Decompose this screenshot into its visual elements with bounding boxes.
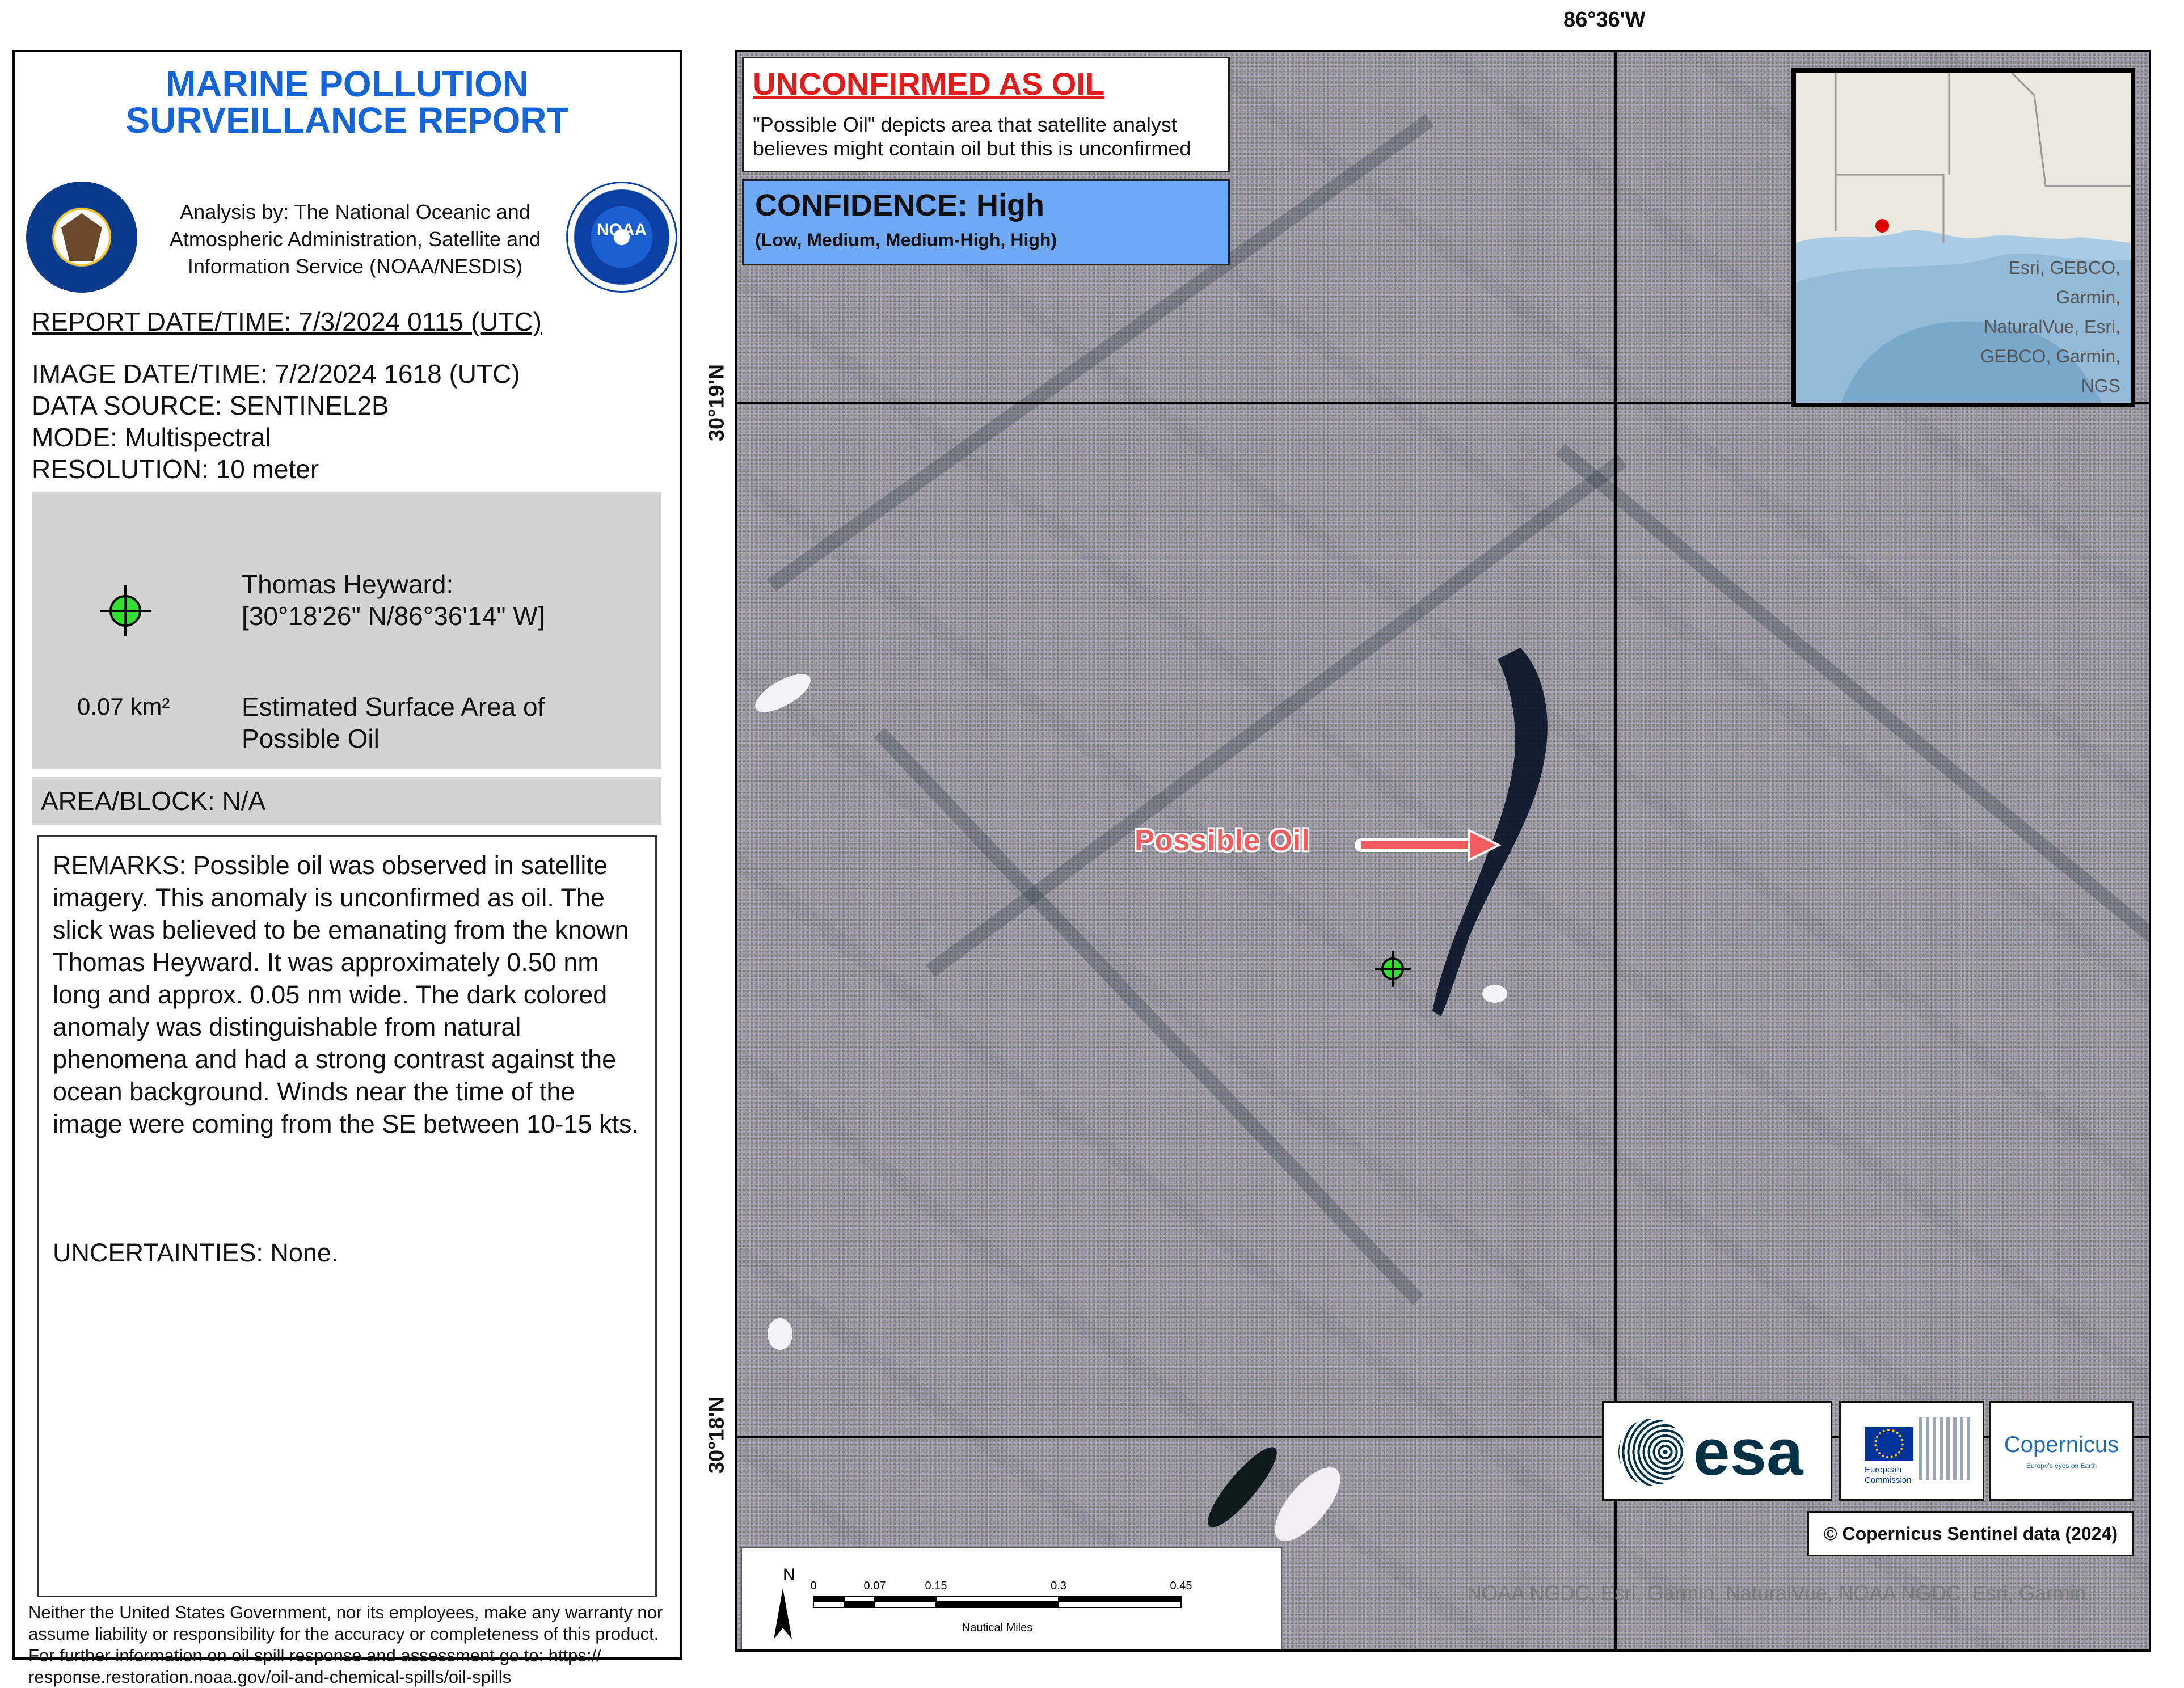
ec-wordmark-line2: Commission [1865, 1475, 1912, 1485]
possible-oil-label: Possible Oil [1135, 824, 1310, 857]
resolution: RESOLUTION: 10 meter [32, 454, 319, 484]
mode: MODE: Multispectral [32, 423, 271, 452]
unconfirmed-notice [742, 57, 1230, 172]
bright-spot [768, 1318, 792, 1350]
unconfirmed-title: UNCONFIRMED AS OIL [753, 66, 1105, 102]
inset-attribution: Esri, GEBCO, Garmin, NaturalVue, Esri, GEBCO, Garmin, NGS [1980, 258, 2120, 396]
ec-building-icon [1919, 1417, 1970, 1480]
vessel-name: Thomas Heyward: [242, 569, 454, 599]
european-commission-logo [1839, 1401, 1984, 1501]
inset-location-marker [1875, 219, 1889, 233]
bright-spot [1482, 985, 1507, 1003]
info-link-line2[interactable]: response.restoration.noaa.gov/oil-and-chemical-spills/oil-spills [28, 1667, 512, 1687]
scale-tick-label: 0.45 [1170, 1580, 1192, 1592]
latitude-label-top: 30°19'N [705, 364, 729, 442]
analysis-credit: Analysis by: The National Oceanic and Atmospheric Administration, Satellite and Information Service (NOAA/NESDIS) [169, 200, 541, 278]
latitude-label-bottom: 30°18'N [705, 1396, 729, 1474]
vessel-coordinates: [30°18'26" N/86°36'14" W] [242, 601, 545, 631]
scalebar-graphic [742, 1548, 1281, 1652]
report-datetime: REPORT DATE/TIME: 7/3/2024 0115 (UTC) [32, 307, 542, 336]
ec-wordmark-line1: European [1865, 1465, 1902, 1475]
legend-box [32, 492, 661, 769]
confidence-level: CONFIDENCE: High [755, 188, 1044, 222]
remarks-box [37, 835, 657, 1597]
ec-wordmark [1865, 1465, 1912, 1486]
crosshair-target-icon [100, 585, 151, 636]
unconfirmed-description: "Possible Oil" depicts area that satellite analyst believes might contain oil but this is unconfirmed [753, 113, 1191, 160]
area-block: AREA/BLOCK: N/A [32, 777, 661, 825]
eu-flag-icon [1865, 1427, 1913, 1461]
report-title-line2: SURVEILLANCE REPORT [125, 100, 569, 141]
department-of-commerce-seal-icon [26, 182, 137, 293]
noaa-logo-icon: NOAA [566, 182, 677, 293]
scale-tick-label: 0 [810, 1580, 817, 1592]
scalebar-box [741, 1547, 1282, 1652]
esa-logo [1602, 1401, 1832, 1501]
north-label: N [783, 1565, 795, 1584]
scale-tick-label: 0.15 [925, 1580, 947, 1592]
confidence-scale: (Low, Medium, Medium-High, High) [755, 230, 1057, 250]
scale-bar [813, 1596, 1181, 1607]
north-arrow-icon [774, 1588, 792, 1639]
confidence-box [742, 179, 1230, 265]
data-source: DATA SOURCE: SENTINEL2B [32, 391, 389, 420]
area-label: Estimated Surface Area of Possible Oil [242, 692, 545, 753]
image-datetime: IMAGE DATE/TIME: 7/2/2024 1618 (UTC) [32, 359, 520, 389]
scale-unit: Nautical Miles [962, 1622, 1033, 1634]
possible-oil-arrow [1361, 830, 1499, 860]
satellite-map[interactable] [735, 50, 2151, 1652]
area-value: 0.07 km² [77, 693, 170, 720]
report-panel [12, 50, 682, 1687]
uncertainties-text: UNCERTAINTIES: None. [53, 1238, 339, 1267]
vessel-shadow [1199, 1440, 1285, 1535]
bright-spot [749, 666, 816, 719]
vessel-target-marker[interactable] [1375, 951, 1411, 987]
copernicus-wordmark: Copernicus [2004, 1432, 2119, 1457]
locator-inset-map[interactable] [1791, 68, 2135, 407]
esa-wordmark: esa [1693, 1415, 1803, 1489]
report-title-line1: MARINE POLLUTION [166, 64, 529, 104]
map-attribution: NOAA NGDC, Esri, Garmin, NaturalVue, NOAA NGDC, Esri, Garmin [1467, 1581, 2086, 1605]
copernicus-tagline: Europe's eyes on Earth [2026, 1462, 2097, 1470]
esa-emblem-icon [1618, 1419, 1685, 1486]
info-link-line1: For further information on oil spill response and assessment go to: https:// [28, 1645, 601, 1665]
oil-slick [1432, 648, 1548, 1016]
remarks-text: REMARKS: Possible oil was observed in satellite imagery. This anomaly is unconfirmed as oil. The slick was believed to be emanating from the known Thomas Heyward. It was approximately 0.50 nm long and approx. 0.05 nm wide. The dark colored anomaly was distinguishable from natural phenomena and had a strong contrast against the ocean background. Winds near the time of the image were coming from the SE between 10-15 kts. [53, 851, 639, 1138]
bright-spot [1264, 1457, 1352, 1551]
disclaimer-text: Neither the United States Government, nor its employees, make any warranty nor assume liability or responsibility for the accuracy or completeness of this product. [28, 1602, 663, 1644]
longitude-label: 86°36'W [1563, 8, 1646, 32]
scale-tick-label: 0.3 [1051, 1580, 1066, 1592]
scale-tick-label: 0.07 [863, 1580, 886, 1592]
disclaimer [28, 1602, 675, 1688]
copernicus-logo [1989, 1401, 2134, 1501]
copyright-notice: © Copernicus Sentinel data (2024) [1807, 1511, 2134, 1556]
